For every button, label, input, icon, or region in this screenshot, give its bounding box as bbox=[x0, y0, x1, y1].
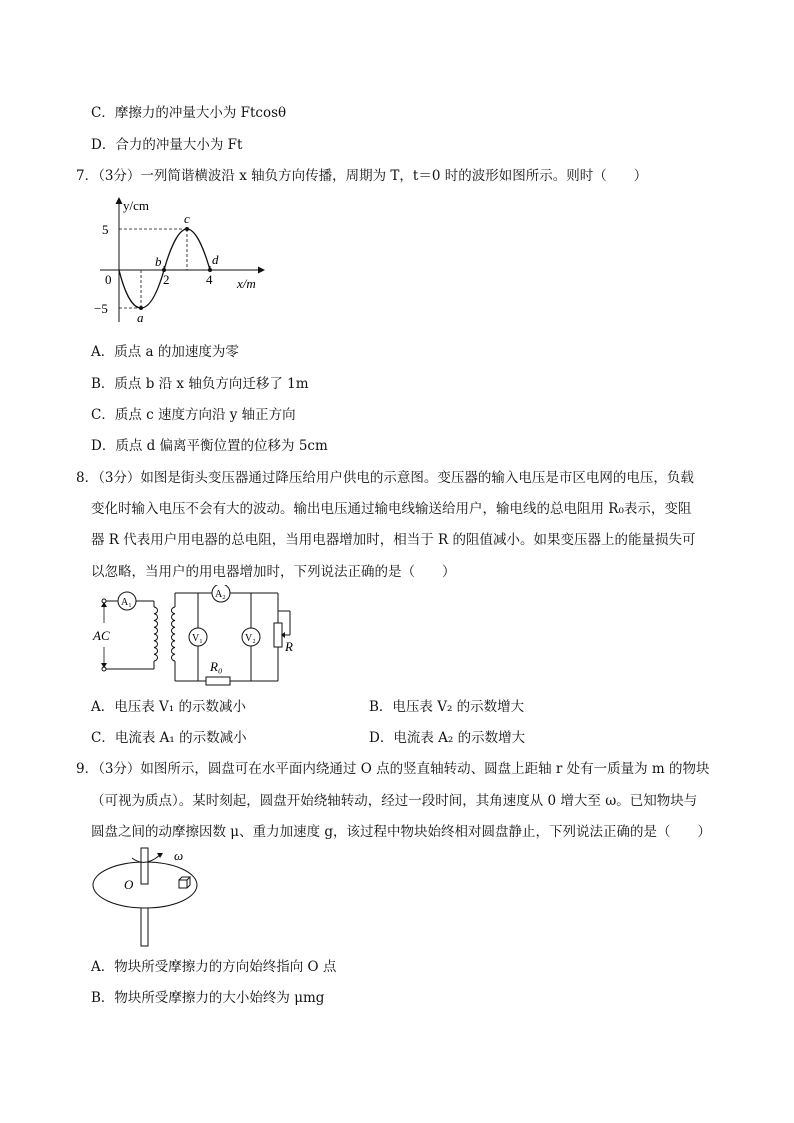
q7-xtick-0: 0 bbox=[105, 272, 112, 287]
q9-option-a: A．物块所受摩擦力的方向始终指向 O 点 bbox=[91, 959, 337, 975]
q8-stem-line2: 变化时输入电压不会有大的波动。输出电压通过输电线输送给用户，输电线的总电阻用 R₀表示，变阻 bbox=[91, 501, 692, 517]
q8-option-b: B．电压表 V₂ 的示数增大 bbox=[369, 699, 525, 715]
q9-option-b: B．物块所受摩擦力的大小始终为 μmg bbox=[91, 990, 325, 1006]
q7-point-d: d bbox=[212, 252, 219, 267]
q8-option-a: A．电压表 V₁ 的示数减小 bbox=[91, 699, 246, 715]
q9-stem-line3: 圆盘之间的动摩擦因数 μ、重力加速度 g，该过程中物块始终相对圆盘静止，下列说法正确的是（ ） bbox=[91, 824, 711, 840]
q8-stem-line4: 以忽略，当用户的用电器增加时，下列说法正确的是（ ） bbox=[91, 564, 456, 580]
q8-voltmeter-v1-label: V₁ bbox=[192, 633, 203, 644]
q7-option-b: B．质点 b 沿 x 轴负方向迁移了 1m bbox=[91, 376, 309, 392]
q8-voltmeter-v2-label: V₂ bbox=[245, 633, 256, 644]
q8-ac-label: AC bbox=[93, 628, 110, 643]
q8-stem-line3: 器 R 代表用户用电器的总电阻，当用电器增加时，相当于 R 的阻值减小。如果变压器上的能量损失可 bbox=[91, 532, 696, 548]
q7-stem: 7．（3分）一列简谐横波沿 x 轴负方向传播，周期为 T，t＝0 时的波形如图所示。则时（ ） bbox=[76, 168, 648, 184]
q8-option-c: C．电流表 A₁ 的示数减小 bbox=[91, 730, 247, 746]
q8-option-d: D．电流表 A₂ 的示数增大 bbox=[369, 730, 526, 746]
q7-xtick-4: 4 bbox=[206, 272, 213, 287]
q7-point-c: c bbox=[184, 211, 190, 226]
q8-stem-line1: 8．（3分）如图是街头变压器通过降压给用户供电的示意图。变压器的输入电压是市区电网的电压，负载 bbox=[76, 470, 694, 486]
q8-circuit-figure bbox=[88, 585, 303, 690]
q9-stem-line1: 9．（3分）如图所示，圆盘可在水平面内绕通过 O 点的竖直轴转动、圆盘上距轴 r 处有一质量为 m 的物块 bbox=[76, 761, 710, 777]
q7-ytick-neg5: −5 bbox=[94, 301, 108, 316]
q7-wave-figure bbox=[88, 192, 273, 327]
q9-stem-line2: （可视为质点）。某时刻起，圆盘开始绕轴转动，经过一段时间，其角速度从 0 增大至 ω。已知物块与 bbox=[91, 793, 698, 809]
q6-option-d: D．合力的冲量大小为 Ft bbox=[91, 137, 243, 153]
q8-r0-label: R₀ bbox=[210, 659, 223, 674]
q8-ammeter-a1-label: A₁ bbox=[121, 597, 132, 608]
q7-option-c: C．质点 c 速度方向沿 y 轴正方向 bbox=[91, 407, 296, 423]
q7-ylabel: y/cm bbox=[123, 198, 149, 213]
q6-option-c: C．摩擦力的冲量大小为 Ftcosθ bbox=[91, 105, 287, 121]
q7-option-a: A．质点 a 的加速度为零 bbox=[91, 344, 239, 360]
q9-o-label: O bbox=[124, 877, 134, 892]
q9-omega-label: ω bbox=[174, 848, 184, 863]
q9-disc-figure bbox=[88, 842, 223, 947]
q7-xlabel: x/m bbox=[237, 276, 256, 291]
q7-xtick-2: 2 bbox=[163, 272, 170, 287]
q7-ytick-5: 5 bbox=[102, 222, 109, 237]
q7-point-a: a bbox=[137, 310, 144, 325]
q8-r-label: R bbox=[285, 639, 293, 654]
q7-point-b: b bbox=[155, 254, 162, 269]
q7-option-d: D．质点 d 偏离平衡位置的位移为 5cm bbox=[91, 438, 328, 454]
q8-ammeter-a2-label: A₂ bbox=[215, 589, 226, 600]
